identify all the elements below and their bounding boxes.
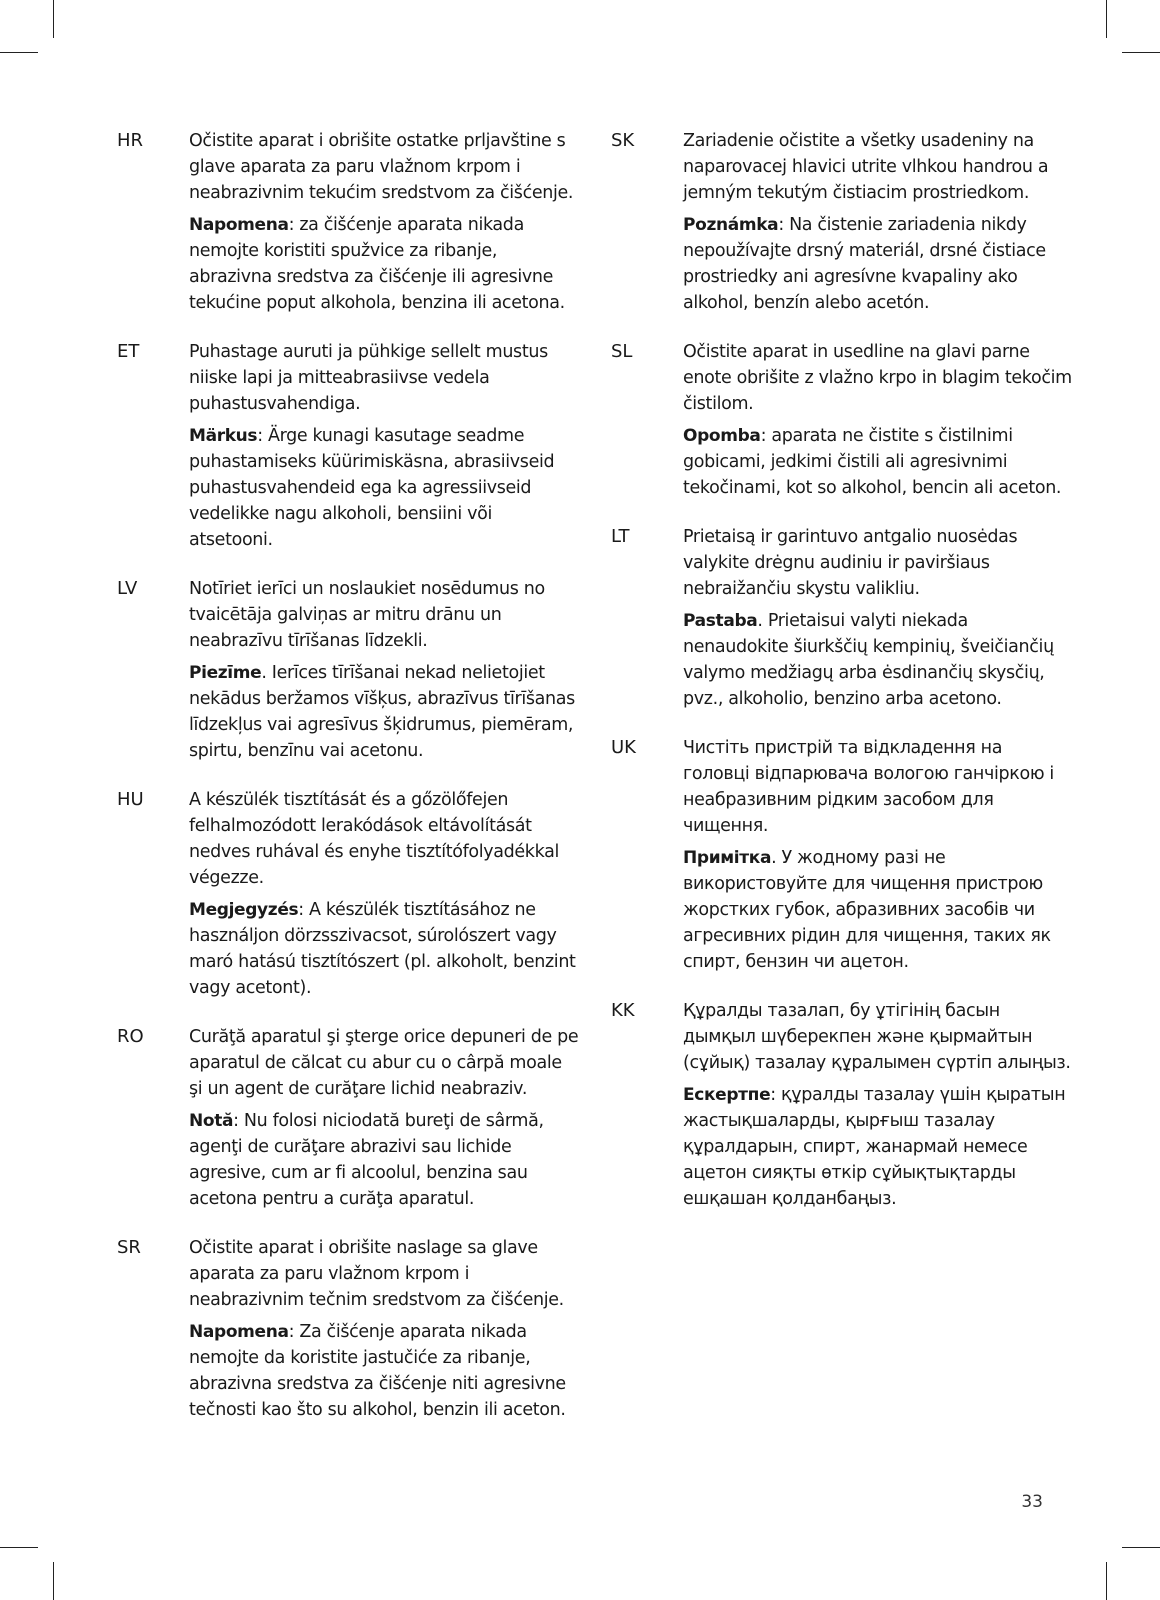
note-paragraph [189, 423, 579, 553]
note-paragraph [683, 212, 1073, 316]
crop-mark-top-right-vertical [1106, 0, 1107, 38]
crop-mark-top-left-horizontal [0, 52, 38, 53]
right-column [611, 128, 1073, 1235]
instruction-text: Curăţă aparatul şi şterge orice depuneri de pe aparatul de călcat cu abur cu o cârpă moale şi un agent de curăţare lichid neabraziv. [189, 1027, 579, 1099]
note-label: Napomena [189, 215, 289, 235]
instruction-text: Očistite aparat in usedline na glavi parne enote obrišite z vlažno krpo in blagim tekočim čistilom. [683, 342, 1072, 414]
note-label: Märkus [189, 426, 258, 446]
instruction-text: Құралды тазалап, бу ұтігінің басын дымқыл шүберекпен және қырмайтын (сұйық) тазалау құралымен сүртіп алыңыз. [683, 1001, 1071, 1073]
note-text: : aparata ne čistite s čistilnimi gobicami, jedkimi čistili ali agresivnimi tekočinami, kot so alkohol, bencin ali aceton. [683, 426, 1062, 498]
note-text: . Ierīces tīrīšanai nekad nelietojiet nekādus beržamos vīšķus, abrazīvus tīrīšanas līdzekļus vai agresīvus šķidrumus, piemēram, spirtu, benzīnu vai acetonu. [189, 663, 575, 761]
instruction-text: Zariadenie očistite a všetky usadeniny na naparovacej hlavici utrite vlhkou handrou a jemným tekutým čistiacim prostriedkom. [683, 131, 1049, 203]
instruction-text: A készülék tisztítását és a gőzölőfejen felhalmozódott lerakódások eltávolítását nedves ruhával és enyhe tisztítófolyadékkal végezze. [189, 790, 559, 888]
note-label: Opomba [683, 426, 761, 446]
instruction-text: Prietaisą ir garintuvo antgalio nuosėdas valykite drėgnu audiniu ir paviršiaus nebraižančiu skystu valikliu. [683, 527, 1018, 599]
note-paragraph [189, 1108, 579, 1212]
language-code: ET [117, 341, 140, 362]
note-label: Pastaba [683, 611, 758, 631]
note-text: : za čišćenje aparata nikada nemojte koristiti spužvice za ribanje, abrazivna sredstva za čišćenje ili agresivne tekućine poput alkohola, benzina ili acetona. [189, 215, 565, 313]
page-number: 33 [1021, 1492, 1043, 1512]
language-code: SK [611, 130, 635, 151]
note-text: : Ärge kunagi kasutage seadme puhastamiseks küürimiskäsna, abrasiivseid puhastusvahendeid ega ka agressiivseid vedelikke nagu alkoholi, bensiini või atsetooni. [189, 426, 555, 550]
note-label: Ескертпе [683, 1085, 771, 1105]
language-entry-et [117, 339, 579, 559]
crop-mark-bottom-right-vertical [1106, 1562, 1107, 1600]
note-text: : A készülék tisztításához ne használjon dörzsszivacsot, súrolószert vagy maró hatású tisztítószert (pl. alkoholt, benzint vagy acetont). [189, 900, 576, 998]
language-code: HR [117, 130, 144, 151]
note-text: : Nu folosi niciodată bureţi de sârmă, agenţi de curăţare abrazivi sau lichide agresive, cum ar fi alcoolul, benzina sau acetona pentru a curăţa aparatul. [189, 1111, 544, 1209]
language-entry-ro [117, 1024, 579, 1218]
language-entry-lv [117, 576, 579, 770]
crop-mark-bottom-right-horizontal [1122, 1547, 1160, 1548]
note-paragraph [683, 608, 1073, 712]
note-label: Megjegyzés [189, 900, 299, 920]
note-label: Napomena [189, 1322, 289, 1342]
note-paragraph [683, 1082, 1073, 1212]
language-entry-sr [117, 1235, 579, 1429]
note-paragraph [683, 423, 1073, 501]
note-paragraph [683, 845, 1073, 975]
language-entry-hu [117, 787, 579, 1007]
crop-mark-top-right-horizontal [1122, 52, 1160, 53]
language-code: RO [117, 1026, 144, 1047]
crop-mark-top-left-vertical [53, 0, 54, 38]
note-text: : Za čišćenje aparata nikada nemojte da koristite jastučiće za ribanje, abrazivna sredstva za čišćenje niti agresivne tečnosti kao što su alkohol, benzin ili aceton. [189, 1322, 566, 1420]
note-paragraph [189, 897, 579, 1001]
note-text: . Prietaisui valyti niekada nenaudokite šiurkščių kempinių, šveičiančių valymo medžiagų arba ėsdinančių skysčių, pvz., alkoholio, benzino arba acetono. [683, 611, 1054, 709]
language-code: SR [117, 1237, 141, 1258]
language-code: LT [611, 526, 630, 547]
note-text: : құралды тазалау үшін қыратын жастықшаларды, қырғыш тазалау құралдарын, спирт, жанармай немесе ацетон сияқты өткір сұйықтықтарды ешқашан қолданбаңыз. [683, 1085, 1066, 1209]
left-column [117, 128, 579, 1446]
note-paragraph [189, 212, 579, 316]
language-entry-kk [611, 998, 1073, 1218]
language-code: HU [117, 789, 144, 810]
language-entry-lt [611, 524, 1073, 718]
language-entry-sk [611, 128, 1073, 322]
note-label: Notă [189, 1111, 234, 1131]
note-label: Poznámka [683, 215, 779, 235]
language-code: SL [611, 341, 633, 362]
note-label: Примітка [683, 848, 772, 868]
language-code: UK [611, 737, 636, 758]
language-entry-sl [611, 339, 1073, 507]
language-code: KK [611, 1000, 635, 1021]
note-text: : Na čistenie zariadenia nikdy nepoužívajte drsný materiál, drsné čistiace prostriedky ani agresívne kvapaliny ako alkohol, benzín alebo acetón. [683, 215, 1046, 313]
crop-mark-bottom-left-horizontal [0, 1547, 38, 1548]
instruction-text: Očistite aparat i obrišite naslage sa glave aparata za paru vlažnom krpom i neabrazivnim tečnim sredstvom za čišćenje. [189, 1238, 564, 1310]
note-paragraph [189, 660, 579, 764]
language-entry-hr [117, 128, 579, 322]
instruction-text: Puhastage auruti ja pühkige sellelt mustus niiske lapi ja mitteabrasiivse vedela puhastusvahendiga. [189, 342, 548, 414]
language-entry-uk [611, 735, 1073, 981]
note-text: . У жодному разі не використовуйте для чищення пристрою жорстких губок, абразивних засобів чи агресивних рідин для чищення, таких як спирт, бензин чи ацетон. [683, 848, 1051, 972]
crop-mark-bottom-left-vertical [53, 1562, 54, 1600]
note-paragraph [189, 1319, 579, 1423]
note-label: Piezīme [189, 663, 262, 683]
instruction-text: Očistite aparat i obrišite ostatke prljavštine s glave aparata za paru vlažnom krpom i neabrazivnim tekućim sredstvom za čišćenje. [189, 131, 574, 203]
language-code: LV [117, 578, 138, 599]
instruction-text: Чистіть пристрій та відкладення на головці відпарювача вологою ганчіркою і неабразивним рідким засобом для чищення. [683, 738, 1054, 836]
instruction-text: Notīriet ierīci un noslaukiet nosēdumus no tvaicētāja galviņas ar mitru drānu un neabrazīvu tīrīšanas līdzekli. [189, 579, 545, 651]
